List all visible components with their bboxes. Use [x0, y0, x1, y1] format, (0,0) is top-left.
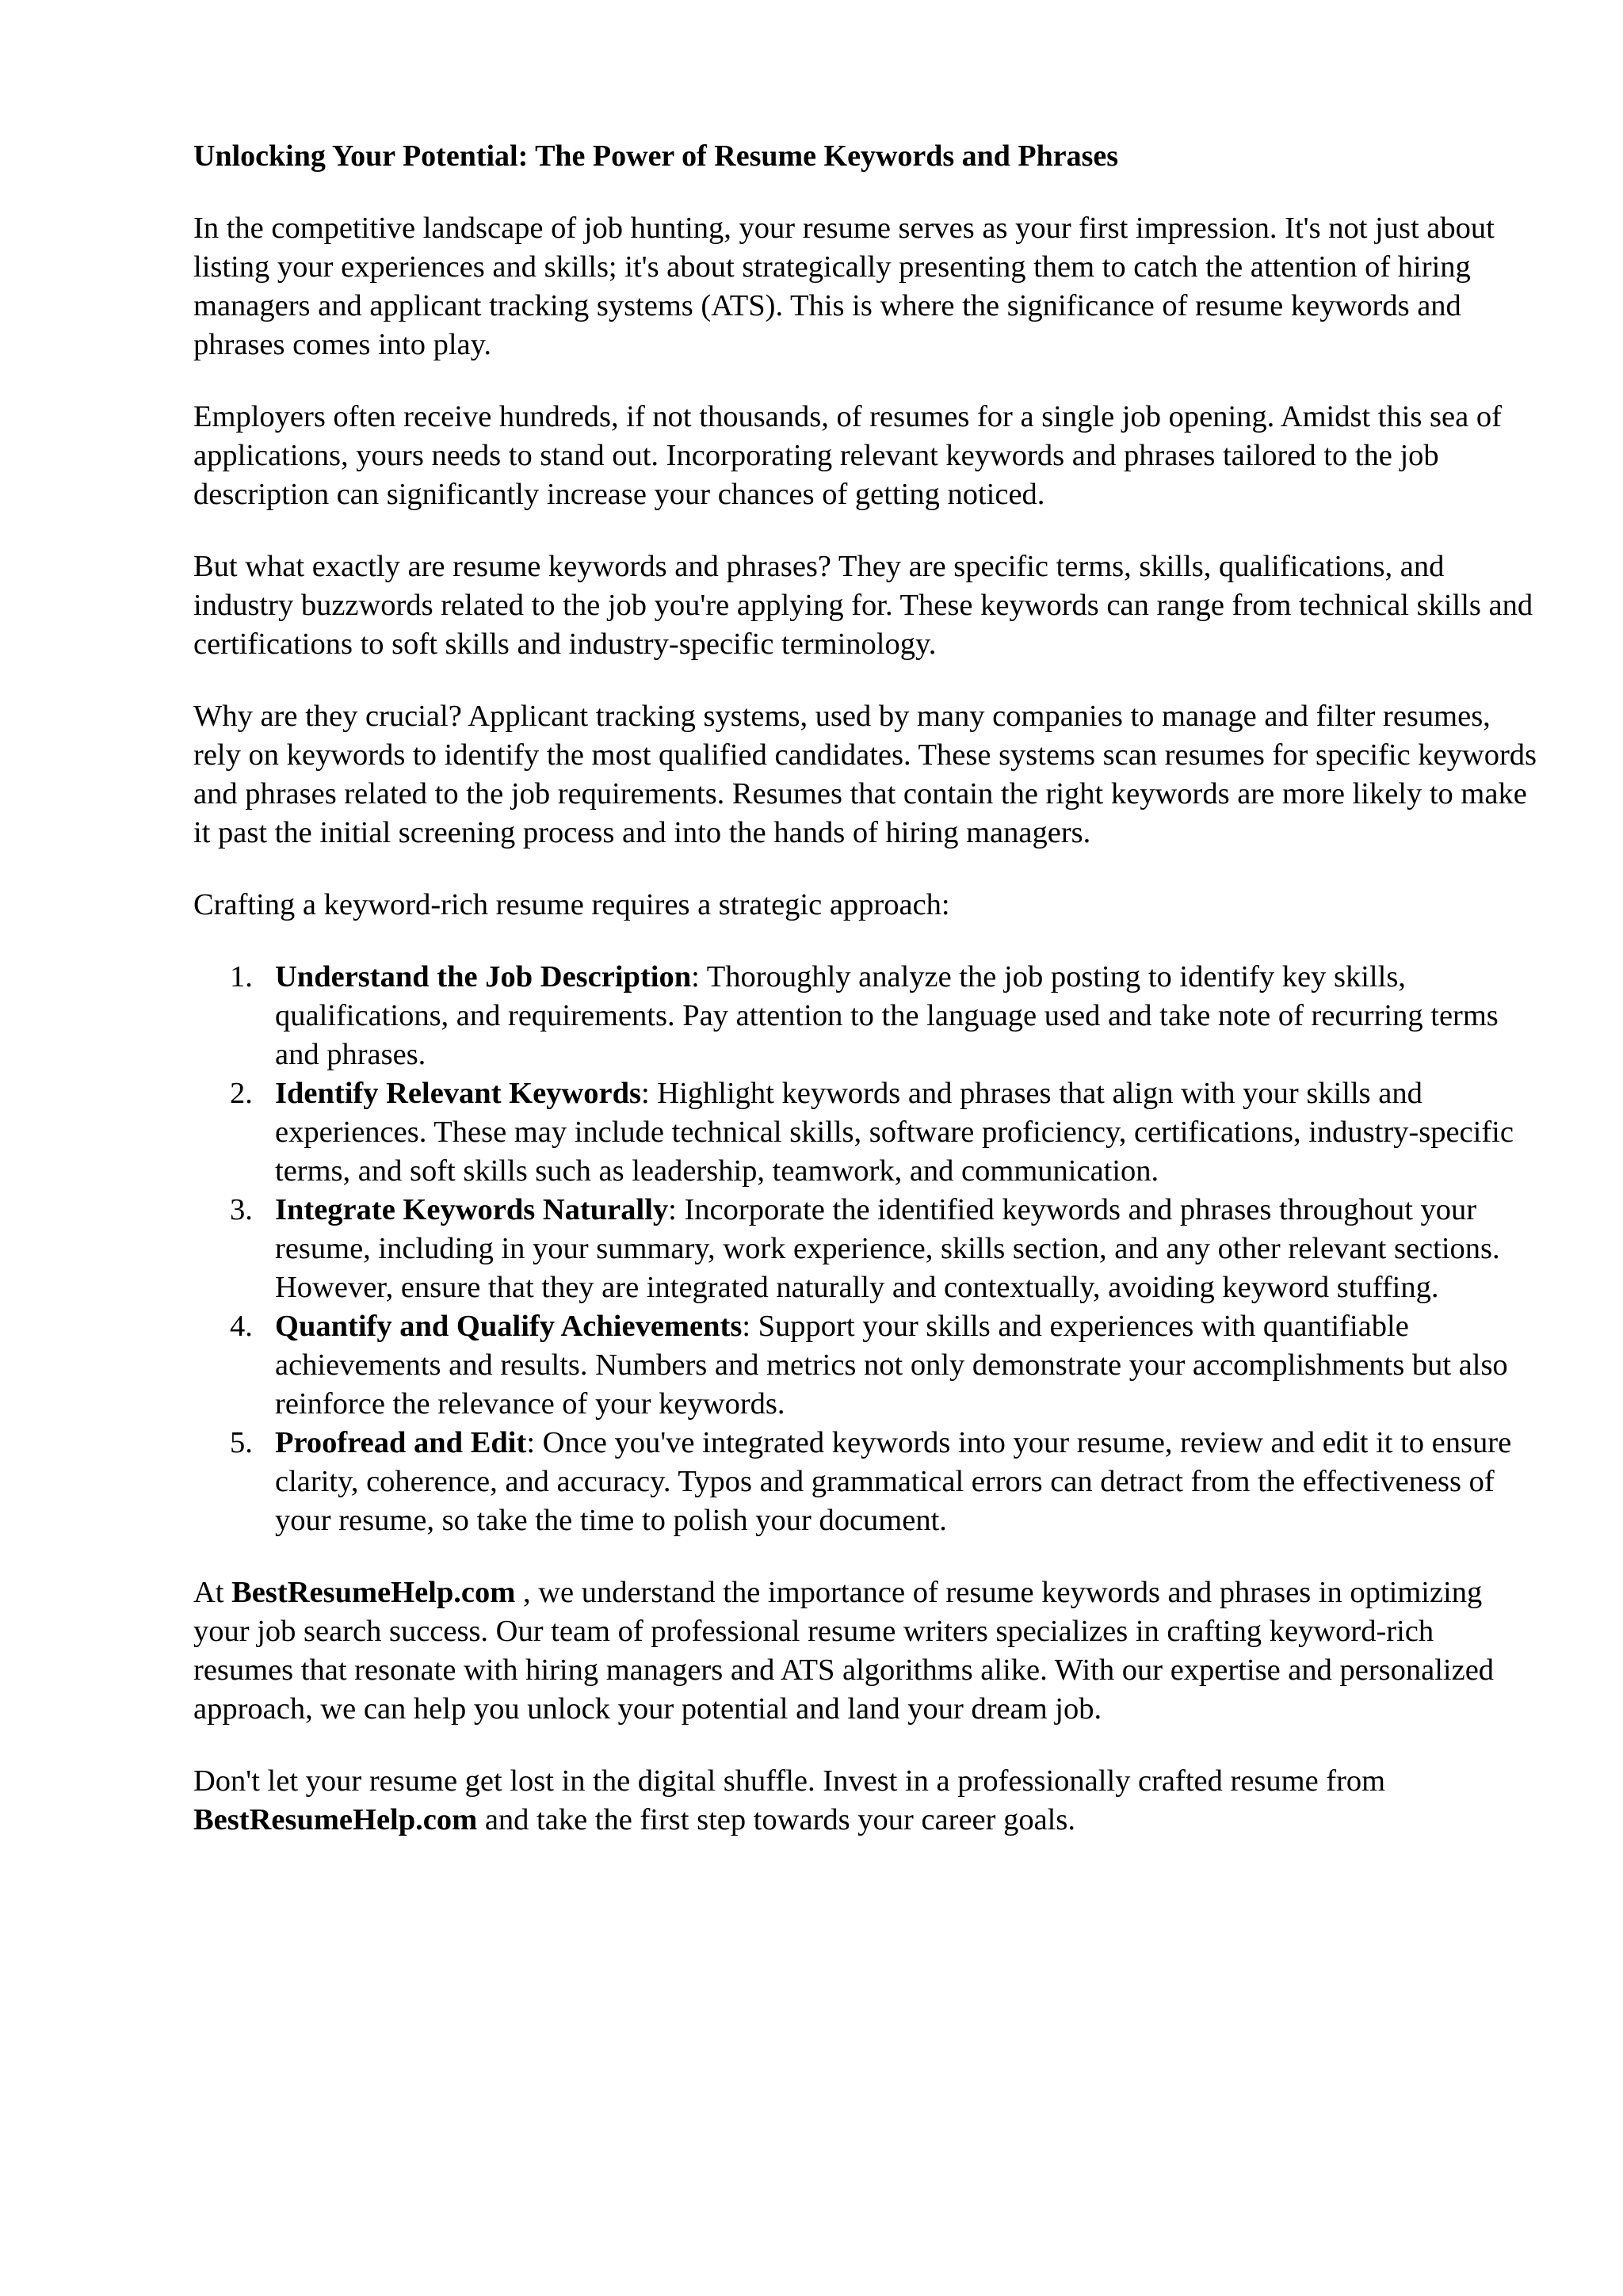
step-heading: Quantify and Qualify Achievements	[275, 1310, 743, 1343]
company-paragraph	[193, 1573, 1541, 1729]
list-item	[193, 1307, 1541, 1424]
step-text: : Support your skills and experiences with quantifiable achievements and results. Numbers and metrics not only demonstrate your accomplishments but also reinforce the relevance of your keywords.	[275, 1310, 1508, 1421]
step-text: : Once you've integrated keywords into your resume, review and edit it to ensure clarity, coherence, and accuracy. Typos and grammatical errors can detract from the effectiveness of your resume, so take the time to polish your document.	[275, 1426, 1512, 1537]
definition-paragraph: But what exactly are resume keywords and phrases? They are specific terms, skills, qualifications, and industry buzzwords related to the job you're applying for. These keywords can range from technical skills and certifications to soft skills and industry-specific terminology.	[193, 550, 1533, 661]
company-prefix: At	[193, 1576, 232, 1609]
step-text: : Incorporate the identified keywords and phrases throughout your resume, including in your summary, work experience, skills section, and any other relevant sections. However, ensure that they are integrated naturally and contextually, avoiding keyword stuffing.	[275, 1193, 1500, 1304]
brand-name: BestResumeHelp.com	[231, 1576, 516, 1609]
brand-name: BestResumeHelp.com	[193, 1803, 478, 1836]
list-number: 1.	[230, 960, 253, 994]
cta-text: Don't let your resume get lost in the digital shuffle. Invest in a professionally crafted resume from	[193, 1764, 1386, 1798]
step-text: : Thoroughly analyze the job posting to identify key skills, qualifications, and requirements. Pay attention to the language used and take note of recurring terms and phrases.	[275, 960, 1499, 1071]
call-to-action-paragraph	[193, 1762, 1541, 1840]
step-heading: Integrate Keywords Naturally	[275, 1193, 669, 1226]
document-page	[193, 136, 1541, 1873]
cta-suffix: and take the first step towards your career goals.	[477, 1803, 1075, 1836]
employers-paragraph: Employers often receive hundreds, if not thousands, of resumes for a single job opening. Amidst this sea of applications, yours needs to stand out. Incorporating relevant keywords and phrases tailored to the job description can significantly increase your chances of getting noticed.	[193, 400, 1502, 511]
list-number: 5.	[230, 1426, 253, 1459]
steps-list	[193, 958, 1541, 1540]
intro-paragraph: In the competitive landscape of job hunting, your resume serves as your first impression. It's not just about listing your experiences and skills; it's about strategically presenting them to catch the attention of hiring managers and applicant tracking systems (ATS). This is where the significance of resume keywords and phrases comes into play.	[193, 212, 1495, 361]
company-text: , we understand the importance of resume keywords and phrases in optimizing your job search success. Our team of professional resume writers specializes in crafting keyword-rich resumes that resonate with hiring managers and ATS algorithms alike. With our expertise and personalized approach, we can help you unlock your potential and land your dream job.	[193, 1576, 1495, 1726]
step-heading: Proofread and Edit	[275, 1426, 527, 1459]
list-item	[193, 1424, 1541, 1540]
list-number: 4.	[230, 1310, 253, 1343]
list-number: 3.	[230, 1193, 253, 1226]
list-item	[193, 1074, 1541, 1191]
step-heading: Understand the Job Description	[275, 960, 692, 994]
step-heading: Identify Relevant Keywords	[275, 1077, 641, 1110]
step-text: : Highlight keywords and phrases that align with your skills and experiences. These may include technical skills, software proficiency, certifications, industry-specific terms, and soft skills such as leadership, teamwork, and communication.	[275, 1077, 1514, 1188]
list-item	[193, 1191, 1541, 1307]
list-number: 2.	[230, 1077, 253, 1110]
approach-intro-paragraph: Crafting a keyword-rich resume requires a strategic approach:	[193, 888, 950, 921]
document-title: Unlocking Your Potential: The Power of Resume Keywords and Phrases	[193, 139, 1119, 173]
list-item	[193, 958, 1541, 1074]
ats-paragraph: Why are they crucial? Applicant tracking systems, used by many companies to manage and filter resumes, rely on keywords to identify the most qualified candidates. These systems scan resumes for specific keywords and phrases related to the job requirements. Resumes that contain the right keywords are more likely to make it past the initial screening process and into the hands of hiring managers.	[193, 700, 1537, 849]
